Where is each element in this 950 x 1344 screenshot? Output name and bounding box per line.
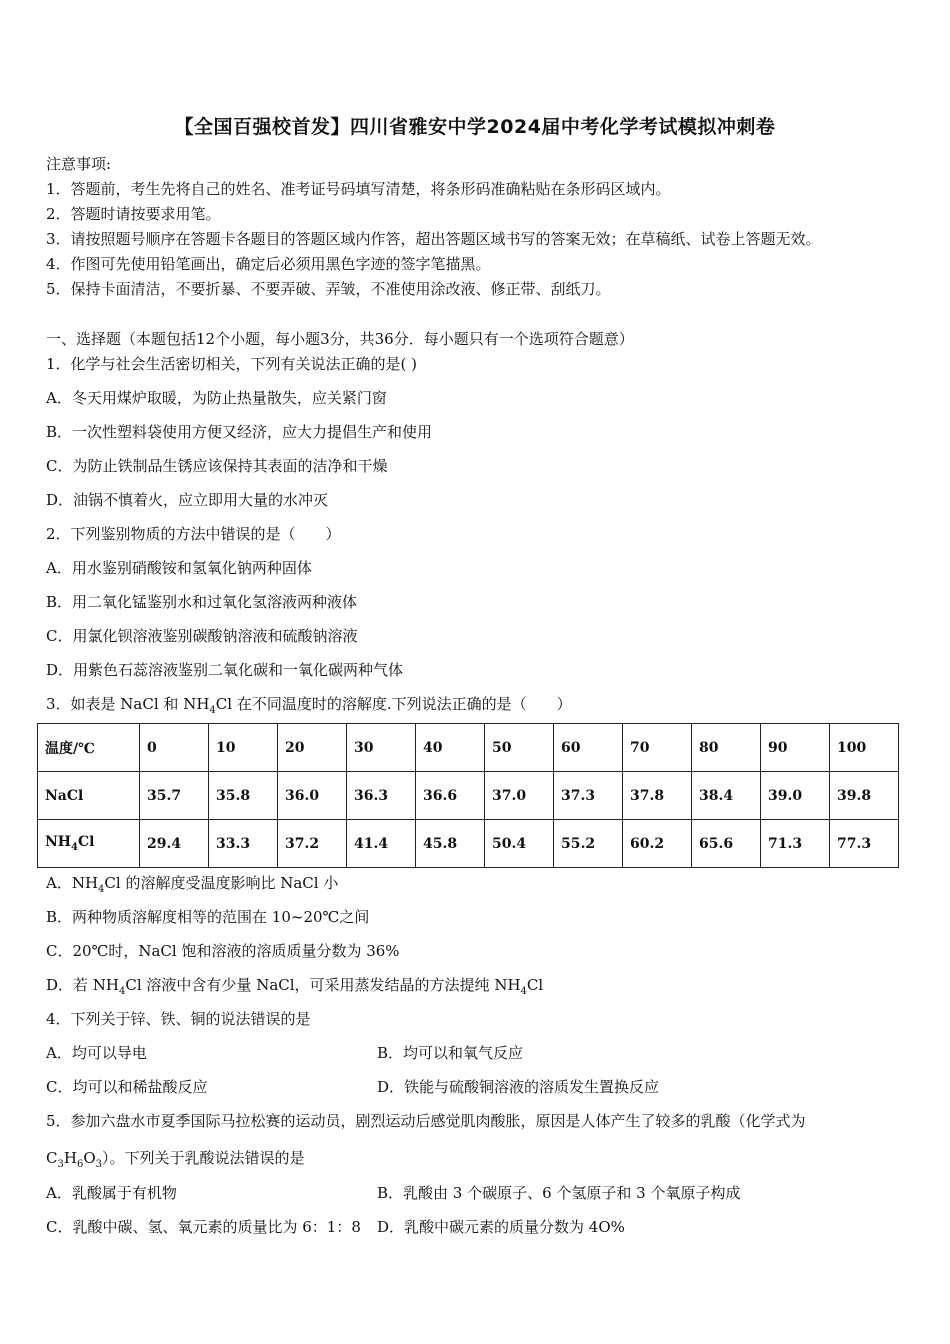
question-5-option-b: B．乳酸由 3 个碳原子、6 个氢原子和 3 个氧原子构成	[377, 1184, 741, 1202]
question-3-option-b: B．两种物质溶解度相等的范围在 10~20℃之间	[46, 908, 370, 926]
notice-item: 1．答题前，考生先将自己的姓名、准考证号码填写清楚，将条形码准确粘贴在条形码区域内。	[46, 180, 671, 198]
question-3-option-d: D．若 $NH_4Cl$ 溶液中含有少量 NaCl，可采用蒸发结晶的方法提纯 $NH_4Cl$	[46, 976, 544, 997]
question-2-stem: 2．下列鉴别物质的方法中错误的是（ ）	[46, 525, 341, 543]
question-4-option-a: A．均可以导电	[46, 1044, 147, 1062]
section-heading: 一、选择题（本题包括12个小题，每小题3分，共36分．每小题只有一个选项符合题意）	[46, 330, 634, 348]
question-1-option-b: B．一次性塑料袋使用方便又经济，应大力提倡生产和使用	[46, 423, 433, 441]
question-5-option-d: D．乳酸中碳元素的质量分数为 4O%	[377, 1218, 625, 1236]
table-cell: 80	[692, 724, 761, 772]
table-cell: 60	[554, 724, 623, 772]
question-5-stem-cont: $C_3H_6O_3$）。下列关于乳酸说法错误的是	[46, 1149, 305, 1170]
question-1-option-a: A．冬天用煤炉取暖，为防止热量散失，应关紧门窗	[46, 389, 387, 407]
table-cell: 10	[209, 724, 278, 772]
table-cell: 37.2	[278, 820, 347, 868]
question-3-option-c: C．20℃时，NaCl 饱和溶液的溶质质量分数为 36%	[46, 942, 400, 960]
table-cell: 41.4	[347, 820, 416, 868]
question-2-option-b: B．用二氧化锰鉴别水和过氧化氢溶液两种液体	[46, 593, 358, 611]
question-2-option-c: C．用氯化钡溶液鉴别碳酸钠溶液和硫酸钠溶液	[46, 627, 358, 645]
table-cell: 71.3	[761, 820, 830, 868]
question-2-option-d: D．用紫色石蕊溶液鉴别二氧化碳和一氧化碳两种气体	[46, 661, 404, 679]
table-row	[38, 772, 899, 820]
question-3-stem: 3．如表是 NaCl 和 $NH_4Cl$ 在不同温度时的溶解度.下列说法正确的是（ ）	[46, 695, 572, 716]
question-5-stem: 5．参加六盘水市夏季国际马拉松赛的运动员，剧烈运动后感觉肌肉酸胀，原因是人体产生了较多的乳酸（化学式为	[46, 1112, 806, 1130]
table-cell: 100	[830, 724, 899, 772]
table-cell: 0	[140, 724, 209, 772]
table-cell: 36.3	[347, 772, 416, 820]
table-cell: 55.2	[554, 820, 623, 868]
table-cell: 70	[623, 724, 692, 772]
notice-item: 3．请按照题号顺序在答题卡各题目的答题区域内作答，超出答题区域书写的答案无效；在草稿纸、试卷上答题无效。	[46, 230, 821, 248]
table-cell: 29.4	[140, 820, 209, 868]
table-row	[38, 724, 899, 772]
notice-heading: 注意事项:	[46, 155, 112, 173]
table-cell: 39.8	[830, 772, 899, 820]
question-4-option-c: C．均可以和稀盐酸反应	[46, 1078, 208, 1096]
table-cell: 65.6	[692, 820, 761, 868]
question-3-option-a: A．$NH_4Cl$ 的溶解度受温度影响比 NaCl 小	[46, 874, 339, 895]
table-cell: 36.6	[416, 772, 485, 820]
solubility-table	[37, 723, 899, 868]
table-cell: 35.8	[209, 772, 278, 820]
table-cell: 33.3	[209, 820, 278, 868]
question-1-stem: 1．化学与社会生活密切相关，下列有关说法正确的是( )	[46, 355, 418, 373]
table-cell: 30	[347, 724, 416, 772]
table-cell: 90	[761, 724, 830, 772]
notice-item: 2．答题时请按要求用笔。	[46, 205, 221, 223]
table-cell: NaCl	[38, 772, 140, 820]
table-cell: 50	[485, 724, 554, 772]
table-cell: 45.8	[416, 820, 485, 868]
question-5-option-c: C．乳酸中碳、氢、氧元素的质量比为 6：1：8	[46, 1218, 361, 1236]
table-cell: 20	[278, 724, 347, 772]
table-cell: 36.0	[278, 772, 347, 820]
table-cell: 60.2	[623, 820, 692, 868]
notice-item: 4．作图可先使用铅笔画出，确定后必须用黑色字迹的签字笔描黑。	[46, 255, 491, 273]
table-cell: $NH_4Cl$	[38, 820, 140, 868]
table-cell: 37.3	[554, 772, 623, 820]
question-4-option-d: D．铁能与硫酸铜溶液的溶质发生置换反应	[377, 1078, 660, 1096]
table-cell: 77.3	[830, 820, 899, 868]
question-1-option-c: C．为防止铁制品生锈应该保持其表面的洁净和干燥	[46, 457, 388, 475]
table-cell: 39.0	[761, 772, 830, 820]
question-1-option-d: D．油锅不慎着火，应立即用大量的水冲灭	[46, 491, 329, 509]
table-row	[38, 820, 899, 868]
table-cell: 37.8	[623, 772, 692, 820]
table-cell: 温度/℃	[38, 724, 140, 772]
table-cell: 37.0	[485, 772, 554, 820]
question-5-option-a: A．乳酸属于有机物	[46, 1184, 177, 1202]
table-cell: 50.4	[485, 820, 554, 868]
page-title: 【全国百强校首发】四川省雅安中学2024届中考化学考试模拟冲刺卷	[174, 116, 776, 138]
question-4-stem: 4．下列关于锌、铁、铜的说法错误的是	[46, 1010, 311, 1028]
question-2-option-a: A．用水鉴别硝酸铵和氢氧化钠两种固体	[46, 559, 312, 577]
table-cell: 40	[416, 724, 485, 772]
table-cell: 38.4	[692, 772, 761, 820]
notice-item: 5．保持卡面清洁，不要折暴、不要弄破、弄皱，不准使用涂改液、修正带、刮纸刀。	[46, 280, 611, 298]
question-4-option-b: B．均可以和氧气反应	[377, 1044, 524, 1062]
table-cell: 35.7	[140, 772, 209, 820]
